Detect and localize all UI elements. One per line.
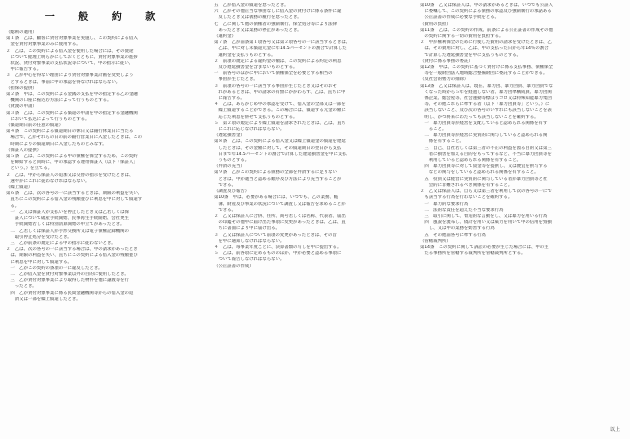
text-line: 第８条 乙は、この契約による借入金又は繰上償還金の償還を遅延 [214,139,346,145]
text-line: 日まで年14.5パーセントの割合で計算した遅延損害金を甲に支払 [214,151,347,157]
text-line: 一 暴力団員等が経営を支配していると認められる関係を有す [420,120,548,126]
text-line: について経理上明らかにしておくとともに、貸付対象事業の進捗 [6,54,138,60]
text-line: くなった時から５年を経過しない者、暴力団準構成員、暴力団関 [420,89,552,95]
text-line: 二 乙若しくは保証人が手形交換所又は電子債権記録機関の [6,228,129,234]
text-line: 第６条 乙は、次の各号の一に該当するときは、期限の利益を失い、 [6,191,143,197]
text-line: （調査及び報告） [214,189,250,195]
text-line: 明し、かつ将来にわたっても該当しないことを確約する。 [420,114,539,120]
text-line: ２ 乙は、次の各号の一に該当する場合は、甲の請求があったとき [6,247,138,253]
text-line: 会的に非難されるべき関係を有すること。 [420,182,513,188]
text-line: 速やかにこれに従わなければならない。 [6,178,90,184]
text-line: ２ 乙は、甲から保証人の追加又は交替の指示を受けたときは、 [6,172,134,178]
text-line: 該当しないこと、及び次の各号のいずれにも該当しないことを表 [420,108,552,114]
text-line: ちに書面により甲に届け出る。 [214,226,280,232]
text-line: ２ 乙は、この契約による借入金を使用した場合には、その使途 [6,48,134,54]
text-line: 及び遅延損害金を含まないものとする。 [214,65,298,71]
text-line: 一 乙がこの契約の条項の一に違反したとき。 [6,265,103,271]
text-line: に利息を甲に対して償還する。 [6,259,72,265]
text-line: ２ 乙又は保証人は、自ら又は第三者を利用して次の各号の一にで [420,189,552,195]
text-line: の契約に関する一切の費用を負担する。 [420,34,504,40]
text-line: という。）を立てる。 [6,166,53,172]
text-line: うものとする。 [214,158,250,164]
text-line: たる事務所を管轄する裁判所を管轄裁判所とする。 [420,251,526,257]
text-line: 三 乙が貸付対象事業により取得した物件を他に譲渡等を行 [6,278,129,284]
text-line: を甲に通知しなければならない。 [214,238,285,244]
text-line: 三 自己、自社若しくは第三者の不正の利益を図る目的又は第三 [420,145,552,151]
text-line: 第７条 乙が前条第１項各号又は第２項各号の一に該当するときは、 [214,40,351,46]
text-line: ３ 前項の各号の一に該当する事由が生じたとき又はそのおそ [214,83,337,89]
text-line: 証人について破産手続開始、民事再生手続開始、会社更生 [6,216,129,222]
text-line: 乙は、甲に対し未償還元金に年14.5パーセントの割合で計算した [214,46,347,52]
text-line: 済又は一部を繰上償還したとき。 [6,296,81,302]
text-line: ２ 前項の規定による違約金の額は、この契約による約定の利息 [214,58,342,64]
text-line: れがあるときは、甲の請求の有無にかかわらず、乙は、直ちに甲 [214,89,346,95]
text-line: 機関の口座に振込む方法によって行うものとする。 [6,98,112,104]
text-line: 二 乙が借入金を貸付対象事業以外の目的に使用したとき。 [6,271,129,277]
text-line: 七 乙に関して他の債権者の強制執行、保全処分等により法律 [214,21,337,27]
text-line: （保証人の提供） [6,147,42,153]
text-line: は、期限の利益を失い、直ちにこの契約による借入金の残額並び [6,253,138,259]
text-line: を締結すると同時に、甲の承認する連帯保証人（以下「保証人」 [6,160,138,166]
text-line: 等を一般財団法人地域総合整備財団に委託することができる。 [420,71,548,77]
text-line: も該当する行為を行わないことを確約する。 [420,195,513,201]
text-line: 二 法的な責任を超えた不当な要求行為 [420,207,504,213]
text-line: 第10条 甲は、必要がある場合には、いつでも、乙の業務、帳 [214,195,339,201]
text-line: 手続開始若しくは特別清算開始の申立てがあったとき。 [6,222,125,228]
column-left [6,30,208,435]
text-line: （貸渡の申請） [6,104,37,110]
text-line: 反したとき又は義務の履行を怠ったとき。 [214,15,302,21]
text-line: は、その費用に対し、乙は、甲の支払った日から年14％の割合 [420,46,549,52]
text-line: 第10条 乙又は保証人は、甲の請求があるときは、いつでも公証人 [420,3,553,8]
document-title: 一 般 約 款 [44,12,166,23]
text-line: 第１条 乙は、顧客に貸付対象事業を実施し、この契約による借入 [6,36,138,42]
text-line: 時期によりの償還期日に入金したものとみなす。 [6,141,107,147]
text-line: あったとき又は業務の停止があったとき。 [214,27,302,33]
text-line: 一 暴力的な要求行為 [420,201,469,207]
text-line: （担保の提供） [6,85,37,91]
text-line: 第14条 この契約に関して訴訟の必要が生じた場合には、甲の主 [420,244,549,250]
text-line: 第13条 乙又は保証人は、現在、暴力団、暴力団員、暴力団員でな [420,83,553,89]
text-line: 応じた利息を併せて支払うものとする。 [214,114,298,120]
text-line: ３ 乙又は保証人について前項の変更があったときは、その旨 [214,232,337,238]
text-line: ４ 乙は、あらかじめ甲の承認を受けて、借入金の全部又は一部を [214,102,346,108]
text-line: （違約金） [214,34,236,40]
text-line: に委嘱して、この契約による債務の承認及び強制執行の承諾ある [420,9,552,15]
text-line: したときは、その金額に対して、その償還期日の翌日から支払 [214,145,342,151]
text-line: 六 乙がその他正当な事由なしに借入金の貸付けに係る条件に違 [214,9,342,15]
text-line: ３ 乙が中心を得ない理由により貸付対象事業計画を変更しよう [6,73,134,79]
text-line: ２ 甲が権利保全のために行使した費用の請求を受けたときは、乙 [420,40,552,46]
text-line: 等、その他これらに準ずる者（以下「暴力団員等」という。）に [420,102,550,108]
text-line: などの関与をしていると認められる関係を有すること。 [420,170,539,176]
text-line: 金を貸付対象事業のみに使用する。 [6,42,81,48]
text-line: 一 乙又は保証人が支払いを停止したとき又は乙若しくは保 [6,209,129,215]
text-line: 者に損害を加える目的をもってするなど、不当に暴力団員等を [420,151,552,157]
text-line: 五 その他前各号に準ずる行為 [420,232,486,238]
text-line: 一 前各号のほかに甲において債権保全を必要とする相当の [214,71,333,77]
text-line: 三 乙が前条の規定による甲の指示に従わないとき。 [6,240,116,246]
text-line: 公正証書の作成に必要な手続をとる。 [420,15,500,21]
text-line: （総則の適用） [6,30,37,35]
text-line: ５ 乙は、前各項に定めるもののほか、甲が必要と認める事項に [214,251,342,257]
text-line: 第11条 乙は、この契約の作成、前条による公正証書の作成その他 [420,27,553,33]
text-line: 甲に報告する。 [6,67,42,73]
text-line: 五 乙が借入金の償還を怠ったとき。 [214,3,289,8]
text-line: ったとき。 [6,284,37,290]
text-line: ４ 乙は、毎事業年度ごとに、決算書類の写しを甲に提出する。 [214,244,342,250]
text-line: 状況、貸付対象事業の支払状況等について、甲の指示に従い、 [6,61,134,67]
text-line: （反社会的勢力の排除） [420,77,469,83]
text-line: 係企業、総会屋等、社会運動等標ぼうゴロ又は特殊知能暴力集団 [420,96,552,102]
text-line: 場合で、乙がそれらの日の前の銀行営業日に入金したときは、この [6,135,143,141]
text-line: 簿、財産及び事業の状況について調査し又は報告を求めることが [214,201,346,207]
text-line: 係を有すること。 [420,139,464,145]
text-line: ときは、甲が適当と認める順序及び方法により充当することが [214,176,342,182]
text-line: とするときは、事前に甲の承認を得なければならない。 [6,79,121,85]
text-line: （繰上償還） [6,185,33,191]
text-line: 二 暴力団員等が経営に実質的に関与していると認められる関 [420,133,548,139]
text-line: 事由が生じたとき。 [214,77,258,83]
text-line: （弁済の充当） [214,164,245,170]
text-line: し、又は甲の業務を妨害する行為 [420,226,495,232]
text-line: る。 [6,203,20,209]
text-line: 四 暴力団員等に対して資金等を提供し、又は便宜を供与する [420,164,548,170]
text-line: 取引停止処分を受けたとき。 [6,234,72,240]
text-line: 三 取引に関して、脅迫的な言動をし、又は暴力を用いる行為 [420,213,548,219]
text-line: （貸付に係る事務の委託） [420,58,473,64]
text-line: ２ 乙又は保証人に合併、住所、商号若しくは名称、代表者、届出 [214,213,346,219]
text-line: 第12条 甲は、この契約に基づく貸付けに係る支払事務、債権保全 [420,65,553,71]
column-middle [214,3,414,435]
text-line: 繰上償還することができる。この場合には、償還する元金の額に [214,108,346,114]
text-line: （費用の負担） [420,21,451,27]
text-line: （公正証書の作成） [214,263,254,269]
text-line: 五 役員又は経営に実質的に関与している者が暴力団員等と社 [420,176,548,182]
text-line: ること。 [420,127,447,133]
text-line: の印鑑その他甲に届け出た事項に変更があったときは、乙は、直 [214,220,346,226]
text-line: で計算した遅延損害金を甲に支払うものとする。 [420,52,521,58]
text-line: 第４条 この契約による償還期日の休日又は銀行休業日に当たる [6,129,134,135]
text-line: 第９条 乙がこの契約による債務の全部を弁済するに足りない [214,170,337,176]
text-line: 四 乙が貸付対象事業に係る民間金融機関等からの借入金の返 [6,290,134,296]
text-line: 第２条 甲は、この契約による金銭の支払を甲の指定する乙の金融 [6,92,138,98]
text-line: （管轄裁判所） [420,238,451,244]
closing-mark: 以上 [609,427,620,433]
text-line: できる。 [214,182,236,188]
text-line: 第５条 乙は、この契約による甲の債権を保全するため、この契約 [6,154,138,160]
text-line: 四 風説を流布し、偽計を用い又は威力を用いて甲の信用を毀損 [420,220,552,226]
text-line: ５ 第２項の規定により繰上償還を請求されたときは、乙は、直ち [214,120,346,126]
text-line: 第３条 乙は、この契約による償還の申請を甲の指定する金融機関 [6,110,138,116]
text-line: にこれに応じなければならない。 [214,127,285,133]
column-right [420,3,624,435]
text-line: できる。 [214,207,236,213]
text-line: 違約金を支払うものとする。 [214,52,276,58]
text-line: ついて報告しなければならない。 [214,257,285,263]
text-line: に報告する。 [214,96,245,102]
text-line: 利用していると認められる関係を有すること。 [420,158,521,164]
text-line: 直ちにこの契約による借入金の残額並びに利息を甲に対して償還す [6,197,143,203]
text-line: （償還期日前の任意の償還） [6,123,64,129]
text-line: において払込によって行うものとする。 [6,116,90,122]
text-line: （遅延損害金） [214,133,245,139]
